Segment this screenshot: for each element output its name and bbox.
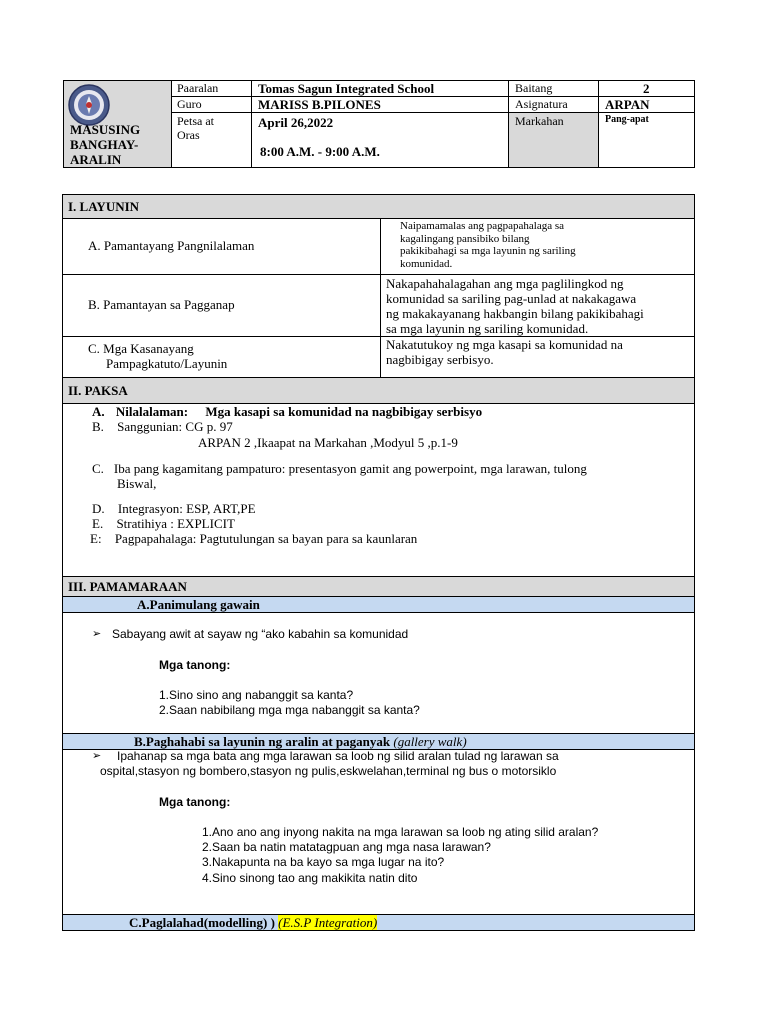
layunin-a-label-cell bbox=[62, 218, 381, 275]
asignatura-value: ARPAN bbox=[605, 97, 650, 112]
arrow-bullet-icon: ➢ bbox=[92, 628, 102, 640]
paksa-e2: E: Pagpapahalaga: Pagtutulungan sa bayan para sa kaunlaran bbox=[90, 531, 418, 546]
layunin-b-value-cell: Nakapahahalagahan ang mga paglilingkod ng komunidad sa sariling pag-unlad at nakakagawa ng makakayanang hakbangin bilang pakikibahagi sa mga layunin ng sariling komunidad. bbox=[380, 274, 695, 337]
panimulang-gawain-heading: A.Panimulang gawain bbox=[137, 597, 260, 612]
pamantayang-pangnilalaman-label: A. Pamantayang Pangnilalaman bbox=[88, 238, 255, 253]
markahan-label-cell bbox=[508, 112, 599, 168]
petsa-label-cell bbox=[171, 112, 252, 168]
paaralan-value-cell bbox=[251, 80, 509, 97]
paaralan-value: Tomas Sagun Integrated School bbox=[258, 81, 435, 96]
guro-label: Guro bbox=[177, 97, 202, 111]
asignatura-value-cell bbox=[598, 96, 695, 113]
layunin-heading: I. LAYUNIN bbox=[68, 199, 140, 214]
baitang-label: Baitang bbox=[515, 81, 553, 95]
paaralan-label-cell bbox=[171, 80, 252, 97]
paglalahad-heading: C.Paglalahad(modelling) ) (E.S.P Integration) bbox=[129, 915, 378, 930]
markahan-label: Markahan bbox=[515, 114, 564, 128]
paghahabi-tanong-label: Mga tanong: bbox=[159, 795, 231, 809]
asignatura-label: Asignatura bbox=[515, 97, 568, 111]
pampagkatuto-label: Pampagkatuto/Layunin bbox=[106, 356, 228, 371]
layunin-heading-cell bbox=[62, 194, 695, 219]
pamamaraan-heading-cell bbox=[62, 576, 695, 597]
baitang-value: 2 bbox=[643, 81, 650, 96]
deped-seal-icon bbox=[67, 83, 111, 127]
markahan-value: Pang-apat bbox=[605, 114, 649, 125]
esp-integration-highlight: (E.S.P Integration) bbox=[278, 915, 378, 930]
paksa-e: E. Stratihiya : EXPLICIT bbox=[92, 516, 235, 531]
petsa-value: April 26,2022 bbox=[258, 115, 334, 130]
paaralan-label: Paaralan bbox=[177, 81, 219, 95]
paksa-d: D. Integrasyon: ESP, ART,PE bbox=[92, 501, 256, 516]
baitang-label-cell bbox=[508, 80, 599, 97]
arrow-bullet-icon: ➢ bbox=[92, 750, 102, 762]
paksa-b-sanggunian-2: ARPAN 2 ,Ikaapat na Markahan ,Modyul 5 ,p.1-9 bbox=[198, 435, 458, 450]
oras-label: Oras bbox=[177, 128, 200, 142]
paksa-c: C. Iba pang kagamitang pampaturo: presentasyon gamit ang powerpoint, mga larawan, tulong Biswal, bbox=[92, 461, 587, 491]
markahan-value-cell bbox=[598, 112, 695, 168]
paksa-b: B. Sanggunian: CG p. 97 bbox=[92, 419, 233, 434]
paghahabi-q2: 2.Saan ba natin matatagpuan ang mga nasa larawan? bbox=[202, 840, 491, 854]
paghahabi-q4: 4.Sino sinong tao ang makikita natin dito bbox=[202, 871, 418, 885]
layunin-b-label-cell bbox=[62, 274, 381, 337]
paksa-a: A. Nilalalaman: Mga kasapi sa komunidad na nagbibigay serbisyo bbox=[92, 404, 483, 419]
panimulang-tanong-label: Mga tanong: bbox=[159, 658, 231, 672]
panimulang-q1: 1.Sino sino ang nabanggit sa kanta? bbox=[159, 688, 354, 702]
guro-value: MARISS B.PILONES bbox=[258, 97, 381, 112]
asignatura-label-cell bbox=[508, 96, 599, 113]
petsa-value-cell bbox=[251, 112, 509, 168]
paghahabi-q3: 3.Nakapunta na ba kayo sa mga lugar na ito? bbox=[202, 855, 445, 869]
layunin-c-label-cell bbox=[62, 336, 381, 378]
panimulang-q2: 2.Saan nabibilang mga mga nabanggit sa kanta? bbox=[159, 703, 420, 717]
panimulang-gawain-heading-cell bbox=[62, 596, 695, 613]
petsa-label: Petsa at bbox=[177, 114, 214, 128]
paghahabi-bullet: Ipahanap sa mga bata ang mga larawan sa loob ng silid aralan tulad ng larawan sa ospital,stasyon ng bombero,stasyon ng pulis,eskwelahan,terminal ng bus o motorsiklo bbox=[100, 749, 559, 778]
paghahabi-q1: 1.Ano ano ang inyong nakita na mga larawan sa loob ng ating silid aralan? bbox=[202, 825, 599, 839]
paghahabi-heading-cell bbox=[62, 733, 695, 750]
pamantayan-sa-pagganap-label: B. Pamantayan sa Pagganap bbox=[88, 297, 235, 312]
paglalahad-heading-cell bbox=[62, 914, 695, 931]
layunin-a-value-cell: Naipamamalas ang pagpapahalaga sa kagalingang pansibiko bilang pakikibahagi sa mga layunin ng sariling komunidad. bbox=[380, 218, 695, 275]
paksa-heading-cell bbox=[62, 377, 695, 404]
paghahabi-heading: B.Paghahabi sa layunin ng aralin at paganyak (gallery walk) bbox=[134, 734, 467, 749]
layunin-c-value-cell: Nakatutukoy ng mga kasapi sa komunidad na nagbibigay serbisyo. bbox=[380, 336, 695, 378]
mga-kasanayang-label: C. Mga Kasanayang bbox=[88, 341, 194, 356]
guro-label-cell bbox=[171, 96, 252, 113]
oras-value: 8:00 A.M. - 9:00 A.M. bbox=[260, 144, 380, 159]
guro-value-cell bbox=[251, 96, 509, 113]
panimulang-bullet: Sabayang awit at sayaw ng “ako kabahin sa komunidad bbox=[112, 627, 409, 641]
paksa-heading: II. PAKSA bbox=[68, 383, 128, 398]
page-title: MASUSING BANGHAY- ARALIN bbox=[70, 122, 141, 167]
pamamaraan-heading: III. PAMAMARAAN bbox=[68, 579, 187, 594]
baitang-value-cell bbox=[598, 80, 695, 97]
